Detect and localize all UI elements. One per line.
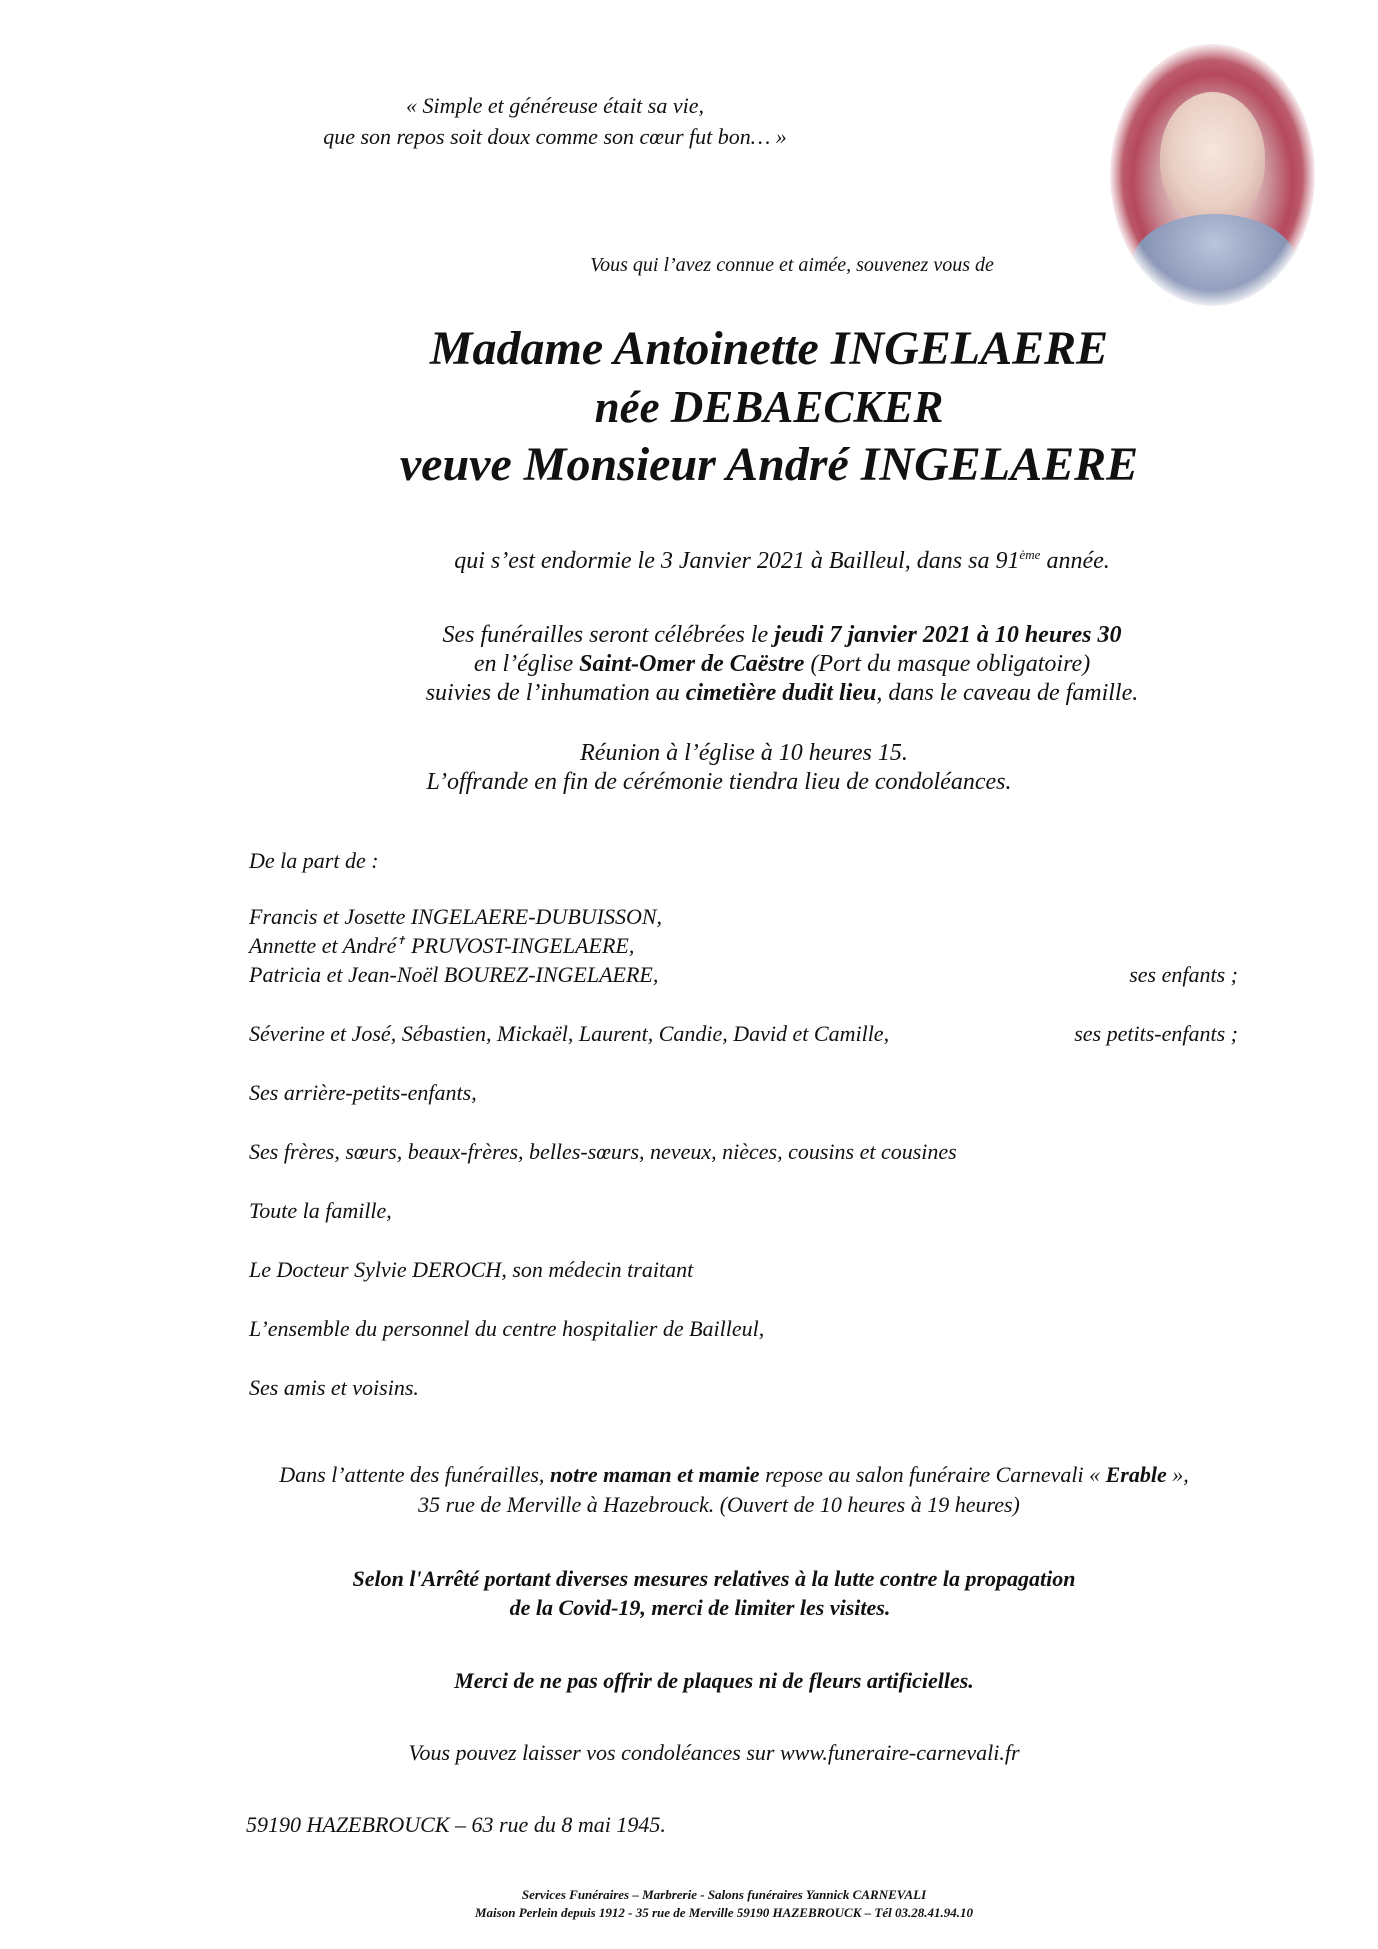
- funeral-line-3: [0, 680, 1378, 707]
- epigraph: [255, 90, 855, 152]
- child-2-first-names: Annette et André: [249, 933, 397, 958]
- footer-line-2: Maison Perlein depuis 1912 - 35 rue de Merville 59190 HAZEBROUCK – Tél 03.28.41.94.10: [475, 1905, 973, 1920]
- intro-text: Vous qui l’avez connue et aimée, souvenez vous de: [590, 254, 994, 276]
- death-ordinal: ème: [1019, 547, 1041, 562]
- rest-salon: repose au salon funéraire Carnevali «: [759, 1462, 1106, 1487]
- funeral-line-2: [0, 651, 1378, 678]
- epigraph-line-1: « Simple et généreuse était sa vie,: [406, 93, 704, 118]
- address: 59190 HAZEBROUCK – 63 rue du 8 mai 1945.: [246, 1812, 666, 1837]
- funeral-text: en l’église: [473, 651, 580, 677]
- meeting-line-2: L’offrande en fin de cérémonie tiendra lieu de condoléances.: [426, 769, 1012, 795]
- family-siblings: Ses frères, sœurs, beaux-frères, belles-sœurs, neveux, nièces, cousins et cousines: [249, 1139, 957, 1164]
- rest-text-end: »,: [1166, 1462, 1189, 1487]
- funeral-mask-note: (Port du masque obligatoire): [804, 651, 1091, 677]
- no-flowers-notice: Merci de ne pas offrir de plaques ni de fleurs artificielles.: [454, 1668, 974, 1693]
- funeral-line-1: [0, 622, 1378, 649]
- rest-text: Dans l’attente des funérailles,: [279, 1462, 550, 1487]
- meeting-line-1: Réunion à l’église à 10 heures 15.: [580, 740, 908, 766]
- family-child-2: [249, 933, 634, 959]
- death-text: qui s’est endormie le 3 Janvier 2021 à Bailleul, dans sa 91: [454, 548, 1020, 574]
- death-notice: [0, 547, 1378, 575]
- covid-line-1: Selon l'Arrêté portant diverses mesures relatives à la lutte contre la propagation: [352, 1566, 1076, 1591]
- family-hospital-staff: L’ensemble du personnel du centre hospitalier de Bailleul,: [249, 1316, 765, 1341]
- funeral-date: jeudi 7 janvier 2021 à 10 heures 30: [774, 622, 1122, 648]
- family-doctor: Le Docteur Sylvie DEROCH, son médecin traitant: [249, 1257, 694, 1282]
- deceased-name: Madame Antoinette INGELAERE: [429, 322, 1109, 375]
- deceased-widow-of: veuve Monsieur André INGELAERE: [399, 438, 1139, 491]
- rest-line-1: [0, 1462, 1378, 1488]
- children-label: ses enfants ;: [1129, 962, 1238, 987]
- family-all: Toute la famille,: [249, 1198, 392, 1223]
- cross-icon: ✝: [396, 935, 406, 947]
- family-heading: De la part de :: [249, 848, 379, 873]
- rest-mom: notre maman et mamie: [549, 1462, 760, 1487]
- deceased-maiden-name: née DEBAECKER: [594, 382, 944, 432]
- funeral-cemetery: cimetière dudit lieu: [685, 680, 877, 706]
- portrait-face: [1160, 92, 1265, 222]
- death-text-end: année.: [1040, 548, 1110, 574]
- grandchildren-label: ses petits-enfants ;: [1074, 1021, 1238, 1046]
- condolences-link[interactable]: Vous pouvez laisser vos condoléances sur www.funeraire-carnevali.fr: [408, 1740, 1020, 1765]
- family-friends: Ses amis et voisins.: [249, 1375, 419, 1400]
- child-2-surname: PRUVOST-INGELAERE,: [405, 933, 635, 958]
- family-grandchildren: Séverine et José, Sébastien, Mickaël, Laurent, Candie, David et Camille,: [249, 1021, 890, 1046]
- epigraph-line-2: que son repos soit doux comme son cœur fut bon… »: [323, 124, 787, 149]
- funeral-text: Ses funérailles seront célébrées le: [442, 622, 775, 648]
- family-child-3: Patricia et Jean-Noël BOUREZ-INGELAERE,: [249, 962, 659, 987]
- family-child-1: Francis et Josette INGELAERE-DUBUISSON,: [249, 904, 663, 929]
- family-great-grandchildren: Ses arrière-petits-enfants,: [249, 1080, 477, 1105]
- funeral-text: suivies de l’inhumation au: [425, 680, 686, 706]
- funeral-church: Saint-Omer de Caëstre: [579, 651, 805, 677]
- covid-line-2: de la Covid-19, merci de limiter les visites.: [509, 1595, 891, 1620]
- rest-room-name: Erable: [1105, 1462, 1167, 1487]
- funeral-text-end: , dans le caveau de famille.: [876, 680, 1139, 706]
- rest-line-2: 35 rue de Merville à Hazebrouck. (Ouvert de 10 heures à 19 heures): [418, 1492, 1020, 1517]
- footer-line-1: Services Funéraires – Marbrerie - Salons funéraires Yannick CARNEVALI: [521, 1887, 927, 1902]
